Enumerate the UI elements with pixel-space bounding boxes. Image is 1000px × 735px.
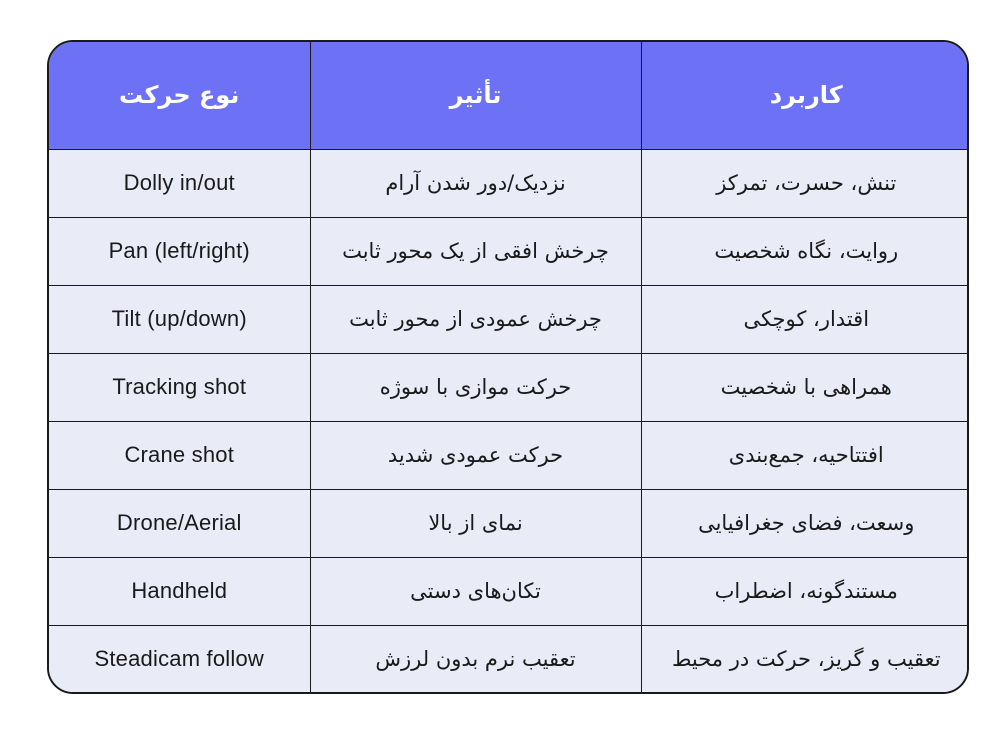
table-row bbox=[49, 625, 969, 693]
cell-usage: مستندگونه، اضطراب bbox=[641, 557, 969, 625]
cell-usage: افتتاحیه، جمع‌بندی bbox=[641, 421, 969, 489]
cell-movement: Drone/Aerial bbox=[49, 489, 310, 557]
cell-effect: چرخش افقی از یک محور ثابت bbox=[310, 217, 641, 285]
header-usage: کاربرد bbox=[641, 42, 969, 149]
cell-effect: چرخش عمودی از محور ثابت bbox=[310, 285, 641, 353]
cell-usage: اقتدار، کوچکی bbox=[641, 285, 969, 353]
cell-usage: تعقیب و گریز، حرکت در محیط bbox=[641, 625, 969, 693]
cell-usage: همراهی با شخصیت bbox=[641, 353, 969, 421]
cell-movement: Dolly in/out bbox=[49, 149, 310, 217]
camera-movement-table bbox=[47, 40, 969, 694]
cell-usage: روایت، نگاه شخصیت bbox=[641, 217, 969, 285]
table-row bbox=[49, 421, 969, 489]
cell-effect: تعقیب نرم بدون لرزش bbox=[310, 625, 641, 693]
cell-effect: حرکت موازی با سوژه bbox=[310, 353, 641, 421]
cell-usage: تنش، حسرت، تمرکز bbox=[641, 149, 969, 217]
table bbox=[49, 42, 969, 693]
cell-movement: Crane shot bbox=[49, 421, 310, 489]
table-row bbox=[49, 217, 969, 285]
cell-usage: وسعت، فضای جغرافیایی bbox=[641, 489, 969, 557]
table-row bbox=[49, 285, 969, 353]
header-row bbox=[49, 42, 969, 149]
cell-movement: Steadicam follow bbox=[49, 625, 310, 693]
cell-effect: نمای از بالا bbox=[310, 489, 641, 557]
cell-effect: نزدیک/دور شدن آرام bbox=[310, 149, 641, 217]
cell-effect: حرکت عمودی شدید bbox=[310, 421, 641, 489]
cell-movement: Tilt (up/down) bbox=[49, 285, 310, 353]
table-row bbox=[49, 557, 969, 625]
header-movement-type: نوع حرکت bbox=[49, 42, 310, 149]
table-row bbox=[49, 149, 969, 217]
table-row bbox=[49, 353, 969, 421]
cell-movement: Handheld bbox=[49, 557, 310, 625]
cell-movement: Tracking shot bbox=[49, 353, 310, 421]
header-effect: تأثیر bbox=[310, 42, 641, 149]
cell-effect: تکان‌های دستی bbox=[310, 557, 641, 625]
table-row bbox=[49, 489, 969, 557]
cell-movement: Pan (left/right) bbox=[49, 217, 310, 285]
